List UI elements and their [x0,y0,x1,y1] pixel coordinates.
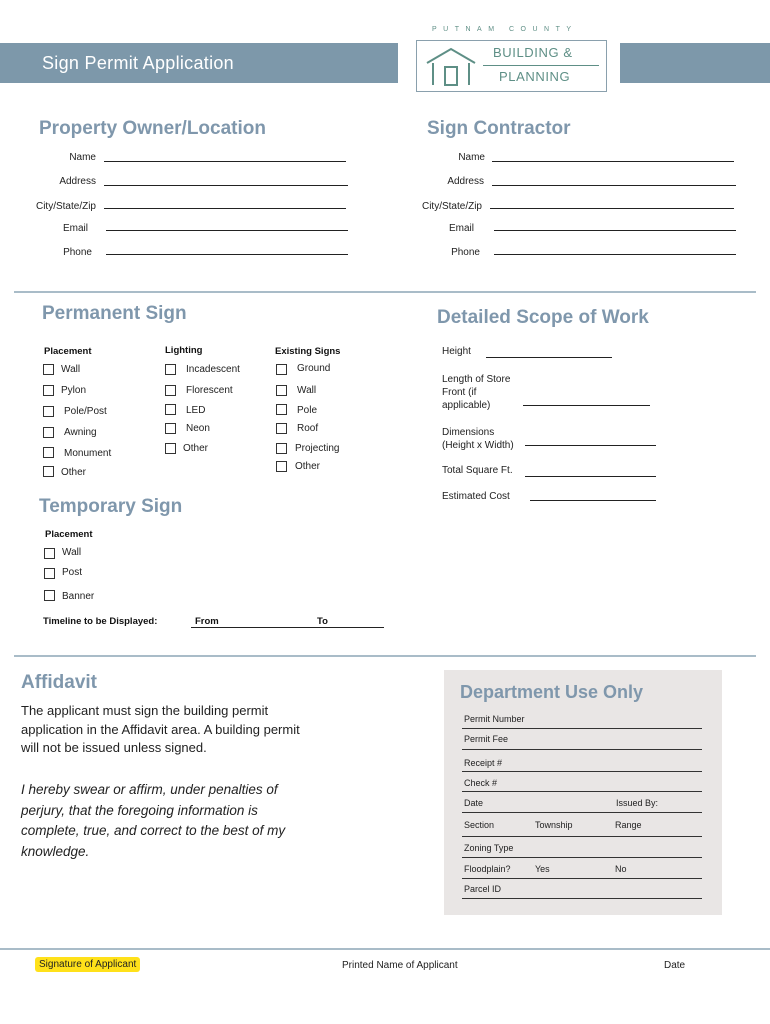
length-label-3: applicable) [442,400,491,411]
township-label: Township [535,820,573,830]
total-sqft-label: Total Square Ft. [442,465,513,476]
affidavit-instructions [21,702,300,758]
permit-fee-field[interactable] [462,749,702,750]
option-existing-other: Other [295,461,321,472]
logo-divider [483,65,599,66]
affidavit-heading: Affidavit [21,672,97,693]
checkbox-projecting[interactable] [276,443,287,454]
signature-divider [0,948,770,950]
page-title: Sign Permit Application [42,53,234,73]
option-existing-wall: Wall [297,385,317,396]
checkbox-roof[interactable] [276,423,287,434]
height-field[interactable] [486,357,612,358]
length-label-1: Length of Store [442,374,511,385]
oath-line-3: complete, true, and correct to the best of my [21,823,286,838]
existing-signs-label: Existing Signs [275,346,341,357]
owner-phone-field[interactable] [106,254,348,255]
contractor-city-label: City/State/Zip [421,201,482,212]
oath-line-1: I hereby swear or affirm, under penalties of [21,782,278,797]
checkbox-temp-banner[interactable] [44,590,55,601]
floodplain-label: Floodplain? [464,864,511,874]
section-field[interactable] [462,836,702,837]
receipt-field[interactable] [462,771,702,772]
contractor-email-field[interactable] [494,230,736,231]
option-lighting-other: Other [183,443,209,454]
timeline-field[interactable] [191,627,384,628]
option-pole-post: Pole/Post [64,406,107,417]
placement-label: Placement [44,346,92,357]
lighting-label: Lighting [165,345,203,356]
contractor-email-label: Email [448,223,474,234]
checkbox-incadescent[interactable] [165,364,176,375]
oath-line-2: perjury, that the foregoing information is [21,802,258,818]
signature-label[interactable]: Signature of Applicant [35,957,140,972]
receipt-label: Receipt # [464,758,503,768]
option-monument: Monument [64,448,112,459]
owner-address-field[interactable] [104,185,348,186]
floodplain-no: No [615,864,627,874]
length-field[interactable] [523,405,650,406]
floodplain-yes: Yes [535,864,550,874]
option-incadescent: Incadescent [186,364,240,375]
parcel-label: Parcel ID [464,884,502,894]
estimated-cost-field[interactable] [530,500,656,501]
date-field[interactable] [462,812,702,813]
contractor-name-label: Name [458,152,485,163]
check-field[interactable] [462,791,702,792]
option-pole: Pole [297,405,318,416]
checkbox-wall[interactable] [43,364,54,375]
logo-line2: PLANNING [499,69,571,84]
permit-fee-label: Permit Fee [464,734,509,744]
contractor-phone-label: Phone [451,247,480,258]
permit-number-label: Permit Number [464,714,525,724]
date-label: Date [464,798,484,808]
check-label: Check # [464,778,498,788]
affidavit-text-line-1: The applicant must sign the building permit [21,703,269,718]
dimensions-label-2: (Height x Width) [442,440,514,451]
total-sqft-field[interactable] [525,476,656,477]
timeline-to-label: To [317,616,328,627]
owner-heading: Property Owner/Location [39,118,266,139]
option-neon: Neon [186,423,210,434]
dimensions-label-1: Dimensions [442,427,495,438]
temp-placement-label: Placement [45,529,93,540]
owner-name-label: Name [69,152,96,163]
option-roof: Roof [297,423,319,434]
owner-email-field[interactable] [106,230,348,231]
contractor-name-field[interactable] [492,161,734,162]
timeline-label: Timeline to be Displayed: [43,616,158,627]
scope-heading: Detailed Scope of Work [437,307,649,328]
affidavit-text-line-2: application in the Affidavit area. A building permit [21,721,300,737]
logo-line1: BUILDING & [493,45,573,60]
option-florescent: Florescent [186,385,233,396]
checkbox-pole-post[interactable] [43,406,54,417]
option-temp-post: Post [62,567,83,578]
permanent-heading: Permanent Sign [42,303,187,324]
length-label-2: Front (if [442,387,477,398]
issued-by-label: Issued By: [616,798,659,808]
logo [416,40,607,92]
dimensions-field[interactable] [525,445,656,446]
checkbox-other[interactable] [43,466,54,477]
option-awning: Awning [64,427,97,438]
checkbox-temp-wall[interactable] [44,548,55,559]
owner-name-field[interactable] [104,161,346,162]
oath-line-4: knowledge. [21,843,90,859]
option-ground: Ground [297,363,331,374]
estimated-cost-label: Estimated Cost [442,491,510,502]
footer-date-label: Date [664,960,686,971]
height-label: Height [442,346,471,357]
section-divider-1 [14,291,756,293]
checkbox-existing-wall[interactable] [276,385,287,396]
checkbox-led[interactable] [165,404,176,415]
zoning-label: Zoning Type [464,843,514,853]
floodplain-field[interactable] [462,878,702,879]
checkbox-florescent[interactable] [165,385,176,396]
header-band-right [620,43,770,83]
contractor-city-field[interactable] [490,208,734,209]
checkbox-awning[interactable] [43,427,54,438]
option-temp-wall: Wall [62,547,82,558]
checkbox-lighting-other[interactable] [165,443,176,454]
checkbox-neon[interactable] [165,423,176,434]
option-led: LED [186,405,206,416]
owner-city-field[interactable] [104,208,346,209]
contractor-heading: Sign Contractor [427,118,571,139]
checkbox-temp-post[interactable] [44,568,55,579]
checkbox-monument[interactable] [43,447,54,458]
contractor-address-field[interactable] [492,185,736,186]
owner-address-label: Address [59,176,96,187]
checkbox-pylon[interactable] [43,385,54,396]
printed-name-label: Printed Name of Applicant [342,960,458,971]
option-pylon: Pylon [61,385,87,396]
affidavit-text-line-3: will not be issued unless signed. [21,740,207,755]
checkbox-existing-other[interactable] [276,461,287,472]
owner-phone-label: Phone [63,247,92,258]
option-temp-banner: Banner [62,591,95,602]
option-other: Other [61,467,87,478]
checkbox-ground[interactable] [276,364,287,375]
contractor-address-label: Address [447,176,484,187]
owner-email-label: Email [62,223,88,234]
affidavit-oath [21,780,285,862]
option-wall: Wall [61,364,81,375]
timeline-from-label: From [195,616,219,627]
house-logo-icon [421,43,481,89]
contractor-phone-field[interactable] [494,254,736,255]
checkbox-pole[interactable] [276,404,287,415]
dept-heading: Department Use Only [460,682,644,702]
option-projecting: Projecting [295,443,340,454]
permit-number-field[interactable] [462,728,702,729]
zoning-field[interactable] [462,857,702,858]
parcel-field[interactable] [462,898,702,899]
temporary-heading: Temporary Sign [39,496,183,517]
logo-county-text: PUTNAM COUNTY [432,26,578,33]
owner-city-label: City/State/Zip [35,201,96,212]
section-label: Section [464,820,495,830]
range-label: Range [615,820,642,830]
section-divider-2 [14,655,756,657]
